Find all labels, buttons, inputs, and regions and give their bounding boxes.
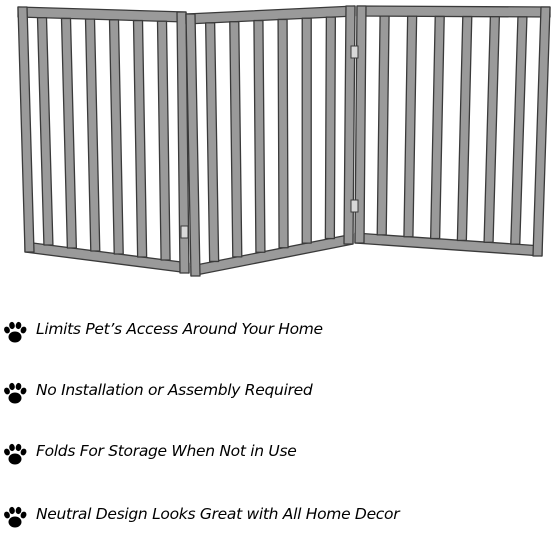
gate-panel-middle-slat [230, 22, 242, 257]
feature-item-folds-storage [0, 439, 553, 469]
feature-text: Limits Pet’s Access Around Your Home [36, 320, 323, 338]
gate-panel-middle-slat [278, 19, 288, 247]
gate-panel-middle-slat [254, 21, 265, 253]
gate-panel-right-slat [404, 16, 417, 236]
gate-panel-right-right-post [533, 7, 550, 256]
gate-panel-right-slat [377, 16, 389, 235]
gate-hinge [351, 46, 358, 58]
gate-panel-middle-slat [302, 18, 311, 243]
gate-panel-right-slat [457, 17, 471, 241]
gate-panel-left-slat [158, 21, 171, 260]
paw-print-icon [2, 441, 28, 467]
paw-print-icon [2, 504, 28, 530]
feature-text: Folds For Storage When Not in Use [36, 442, 297, 460]
gate-panel-right-top-rail [357, 6, 550, 17]
feature-text: No Installation or Assembly Required [36, 381, 313, 399]
gate-panel-middle-slat [206, 23, 219, 262]
gate-panel-left-left-post [18, 7, 34, 252]
feature-item-limits-access [0, 317, 553, 347]
gate-panel-left-slat [62, 18, 77, 248]
gate-panel-right-slat [511, 17, 527, 244]
feature-item-no-installation [0, 378, 553, 408]
paw-print-icon [2, 380, 28, 406]
gate-panel-right-slat [431, 16, 445, 238]
gate-hinge [181, 226, 188, 238]
gate-panel-left-slat [38, 18, 53, 245]
gate-panel-left-slat [134, 21, 147, 257]
gate-panel-left-slat [110, 20, 124, 254]
feature-text: Neutral Design Looks Great with All Home Decor [36, 505, 400, 523]
gate-panel-right-slat [484, 17, 499, 243]
paw-print-icon [2, 319, 28, 345]
feature-item-neutral-design [0, 502, 553, 532]
gate-panel-left-slat [86, 19, 100, 251]
gate-hinge [351, 200, 358, 212]
gate-panel-middle-slat [325, 17, 335, 238]
